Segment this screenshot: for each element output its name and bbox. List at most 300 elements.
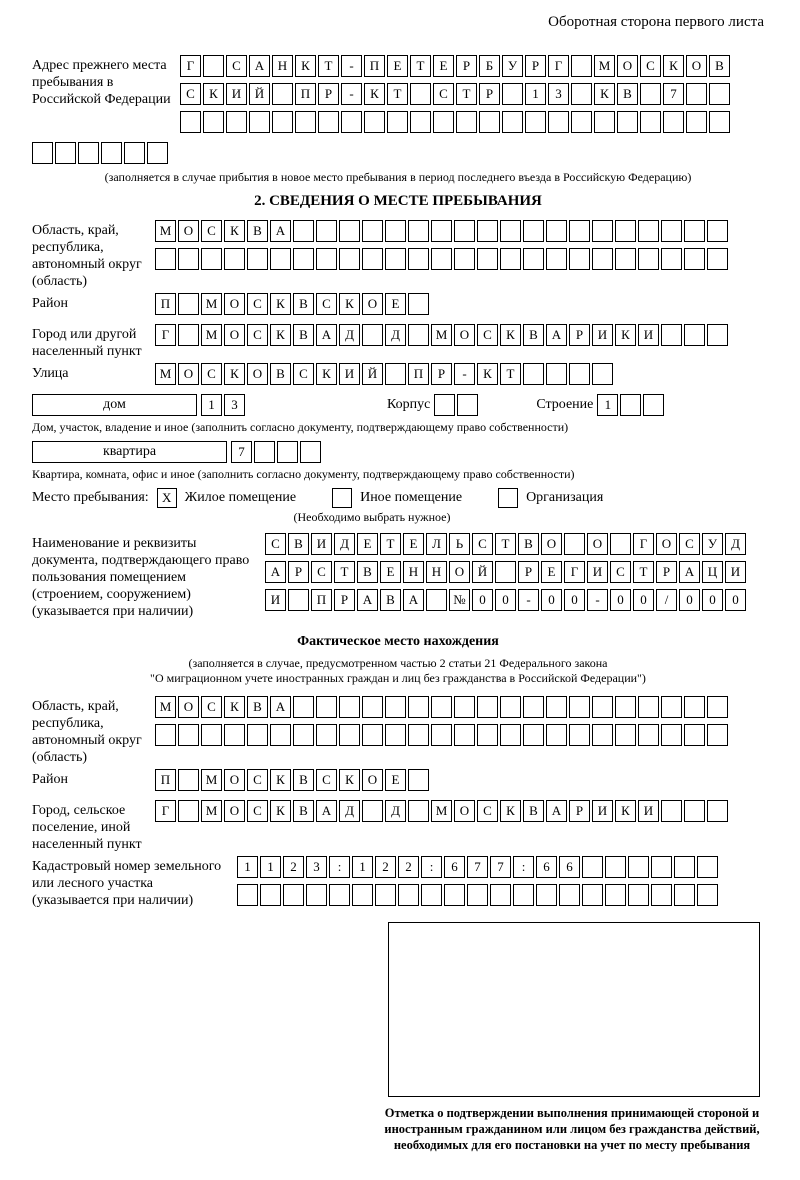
- char-box[interactable]: [592, 248, 613, 270]
- char-box[interactable]: К: [224, 363, 245, 385]
- char-box[interactable]: [615, 220, 636, 242]
- char-box[interactable]: А: [546, 324, 567, 346]
- char-box[interactable]: А: [316, 800, 337, 822]
- char-box[interactable]: Й: [249, 83, 270, 105]
- char-box[interactable]: Г: [564, 561, 585, 583]
- char-box[interactable]: Е: [541, 561, 562, 583]
- char-box[interactable]: М: [155, 696, 176, 718]
- char-box[interactable]: [684, 324, 705, 346]
- char-box[interactable]: Н: [426, 561, 447, 583]
- char-box[interactable]: [155, 724, 176, 746]
- char-box[interactable]: [408, 696, 429, 718]
- char-box[interactable]: Й: [472, 561, 493, 583]
- char-box[interactable]: [495, 561, 516, 583]
- char-box[interactable]: К: [615, 324, 636, 346]
- char-box[interactable]: [638, 248, 659, 270]
- char-box[interactable]: [431, 724, 452, 746]
- char-box[interactable]: [375, 884, 396, 906]
- char-box[interactable]: Т: [456, 83, 477, 105]
- char-box[interactable]: [362, 248, 383, 270]
- char-box[interactable]: С: [293, 363, 314, 385]
- char-box[interactable]: [707, 324, 728, 346]
- char-box[interactable]: [638, 696, 659, 718]
- char-box[interactable]: [408, 724, 429, 746]
- char-box[interactable]: О: [656, 533, 677, 555]
- char-box[interactable]: [293, 696, 314, 718]
- char-box[interactable]: [270, 248, 291, 270]
- char-box[interactable]: [661, 696, 682, 718]
- char-box[interactable]: К: [615, 800, 636, 822]
- char-box[interactable]: [628, 856, 649, 878]
- char-box[interactable]: [707, 696, 728, 718]
- char-box[interactable]: М: [594, 55, 615, 77]
- char-box[interactable]: Р: [288, 561, 309, 583]
- char-box[interactable]: [339, 696, 360, 718]
- char-box[interactable]: [247, 724, 268, 746]
- char-box[interactable]: [431, 696, 452, 718]
- char-box[interactable]: [224, 248, 245, 270]
- char-box[interactable]: [709, 111, 730, 133]
- char-box[interactable]: [592, 696, 613, 718]
- char-box[interactable]: [362, 724, 383, 746]
- char-box[interactable]: -: [454, 363, 475, 385]
- char-box[interactable]: [707, 724, 728, 746]
- char-box[interactable]: О: [454, 800, 475, 822]
- char-box[interactable]: [569, 724, 590, 746]
- char-box[interactable]: О: [178, 220, 199, 242]
- char-box[interactable]: К: [316, 363, 337, 385]
- char-box[interactable]: [385, 724, 406, 746]
- char-box[interactable]: К: [339, 293, 360, 315]
- char-box[interactable]: В: [293, 324, 314, 346]
- char-box[interactable]: К: [295, 55, 316, 77]
- char-box[interactable]: [479, 111, 500, 133]
- char-box[interactable]: [569, 220, 590, 242]
- char-box[interactable]: М: [201, 800, 222, 822]
- char-box[interactable]: К: [663, 55, 684, 77]
- char-box[interactable]: [408, 324, 429, 346]
- char-box[interactable]: 2: [398, 856, 419, 878]
- char-box[interactable]: А: [679, 561, 700, 583]
- char-box[interactable]: [502, 111, 523, 133]
- char-box[interactable]: [55, 142, 76, 164]
- char-box[interactable]: Т: [380, 533, 401, 555]
- char-box[interactable]: О: [178, 363, 199, 385]
- char-box[interactable]: Т: [500, 363, 521, 385]
- char-box[interactable]: 3: [306, 856, 327, 878]
- char-box[interactable]: [178, 800, 199, 822]
- char-box[interactable]: А: [316, 324, 337, 346]
- char-box[interactable]: [408, 800, 429, 822]
- char-box[interactable]: [385, 363, 406, 385]
- char-box[interactable]: [387, 111, 408, 133]
- char-box[interactable]: [306, 884, 327, 906]
- char-box[interactable]: О: [587, 533, 608, 555]
- char-box[interactable]: [502, 83, 523, 105]
- char-box[interactable]: [500, 724, 521, 746]
- char-box[interactable]: [316, 696, 337, 718]
- char-box[interactable]: [237, 884, 258, 906]
- char-box[interactable]: [615, 696, 636, 718]
- char-box[interactable]: [101, 142, 122, 164]
- char-box[interactable]: П: [311, 589, 332, 611]
- char-box[interactable]: 1: [352, 856, 373, 878]
- char-box[interactable]: [674, 856, 695, 878]
- char-box[interactable]: С: [247, 769, 268, 791]
- char-box[interactable]: [684, 724, 705, 746]
- char-box[interactable]: [661, 220, 682, 242]
- char-box[interactable]: [408, 769, 429, 791]
- char-box[interactable]: [500, 248, 521, 270]
- char-box[interactable]: С: [472, 533, 493, 555]
- char-box[interactable]: И: [592, 324, 613, 346]
- char-box[interactable]: 7: [231, 441, 252, 463]
- char-box[interactable]: 1: [525, 83, 546, 105]
- char-box[interactable]: П: [155, 293, 176, 315]
- char-box[interactable]: 7: [467, 856, 488, 878]
- char-box[interactable]: [523, 248, 544, 270]
- char-box[interactable]: О: [247, 363, 268, 385]
- char-box[interactable]: Е: [385, 293, 406, 315]
- char-box[interactable]: [293, 220, 314, 242]
- char-box[interactable]: [431, 220, 452, 242]
- char-box[interactable]: [661, 800, 682, 822]
- char-box[interactable]: [559, 884, 580, 906]
- char-box[interactable]: [283, 884, 304, 906]
- char-box[interactable]: :: [421, 856, 442, 878]
- char-box[interactable]: В: [293, 800, 314, 822]
- char-box[interactable]: 3: [548, 83, 569, 105]
- char-box[interactable]: К: [270, 324, 291, 346]
- char-box[interactable]: К: [594, 83, 615, 105]
- char-box[interactable]: С: [316, 293, 337, 315]
- char-box[interactable]: [548, 111, 569, 133]
- char-box[interactable]: [316, 220, 337, 242]
- char-box[interactable]: С: [247, 293, 268, 315]
- char-box[interactable]: Ь: [449, 533, 470, 555]
- char-box[interactable]: И: [226, 83, 247, 105]
- char-box[interactable]: Д: [725, 533, 746, 555]
- char-box[interactable]: [582, 856, 603, 878]
- char-box[interactable]: Р: [656, 561, 677, 583]
- char-box[interactable]: [385, 248, 406, 270]
- char-box[interactable]: [339, 724, 360, 746]
- char-box[interactable]: Р: [525, 55, 546, 77]
- char-box[interactable]: [546, 248, 567, 270]
- char-box[interactable]: [536, 884, 557, 906]
- char-box[interactable]: 0: [702, 589, 723, 611]
- char-box[interactable]: [523, 724, 544, 746]
- char-box[interactable]: [697, 884, 718, 906]
- char-box[interactable]: М: [201, 293, 222, 315]
- char-box[interactable]: 1: [260, 856, 281, 878]
- char-box[interactable]: [477, 724, 498, 746]
- char-box[interactable]: С: [247, 324, 268, 346]
- char-box[interactable]: [684, 800, 705, 822]
- char-box[interactable]: [444, 884, 465, 906]
- char-box[interactable]: К: [224, 220, 245, 242]
- char-box[interactable]: Р: [569, 324, 590, 346]
- char-box[interactable]: 0: [541, 589, 562, 611]
- char-box[interactable]: Е: [433, 55, 454, 77]
- char-box[interactable]: [454, 248, 475, 270]
- char-box[interactable]: С: [477, 324, 498, 346]
- char-box[interactable]: [260, 884, 281, 906]
- char-box[interactable]: В: [288, 533, 309, 555]
- char-box[interactable]: [651, 856, 672, 878]
- char-box[interactable]: Р: [569, 800, 590, 822]
- char-box[interactable]: Р: [479, 83, 500, 105]
- char-box[interactable]: [201, 248, 222, 270]
- char-box[interactable]: В: [709, 55, 730, 77]
- char-box[interactable]: Р: [456, 55, 477, 77]
- char-box[interactable]: [341, 111, 362, 133]
- char-box[interactable]: [426, 589, 447, 611]
- char-box[interactable]: [247, 248, 268, 270]
- char-box[interactable]: [178, 724, 199, 746]
- char-box[interactable]: [546, 696, 567, 718]
- checkbox-other-premises[interactable]: [332, 488, 352, 508]
- char-box[interactable]: 0: [495, 589, 516, 611]
- char-box[interactable]: С: [311, 561, 332, 583]
- char-box[interactable]: О: [686, 55, 707, 77]
- char-box[interactable]: [684, 696, 705, 718]
- char-box[interactable]: П: [155, 769, 176, 791]
- char-box[interactable]: В: [247, 696, 268, 718]
- char-box[interactable]: Е: [403, 533, 424, 555]
- char-box[interactable]: [410, 111, 431, 133]
- char-box[interactable]: [456, 111, 477, 133]
- char-box[interactable]: 2: [375, 856, 396, 878]
- char-box[interactable]: В: [293, 769, 314, 791]
- char-box[interactable]: [288, 589, 309, 611]
- char-box[interactable]: [329, 884, 350, 906]
- char-box[interactable]: Е: [385, 769, 406, 791]
- char-box[interactable]: [316, 724, 337, 746]
- char-box[interactable]: 0: [610, 589, 631, 611]
- char-box[interactable]: М: [431, 800, 452, 822]
- char-box[interactable]: [270, 724, 291, 746]
- char-box[interactable]: :: [329, 856, 350, 878]
- char-box[interactable]: К: [270, 800, 291, 822]
- char-box[interactable]: Л: [426, 533, 447, 555]
- char-box[interactable]: К: [500, 800, 521, 822]
- char-box[interactable]: [490, 884, 511, 906]
- char-box[interactable]: Т: [318, 55, 339, 77]
- char-box[interactable]: [592, 363, 613, 385]
- char-box[interactable]: -: [587, 589, 608, 611]
- char-box[interactable]: [408, 293, 429, 315]
- char-box[interactable]: [339, 220, 360, 242]
- char-box[interactable]: [640, 111, 661, 133]
- char-box[interactable]: [605, 856, 626, 878]
- char-box[interactable]: К: [224, 696, 245, 718]
- char-box[interactable]: У: [502, 55, 523, 77]
- char-box[interactable]: [410, 83, 431, 105]
- char-box[interactable]: [433, 111, 454, 133]
- char-box[interactable]: [362, 800, 383, 822]
- char-box[interactable]: Т: [334, 561, 355, 583]
- char-box[interactable]: [571, 55, 592, 77]
- char-box[interactable]: [684, 248, 705, 270]
- char-box[interactable]: В: [380, 589, 401, 611]
- char-box[interactable]: И: [339, 363, 360, 385]
- char-box[interactable]: [617, 111, 638, 133]
- char-box[interactable]: С: [201, 696, 222, 718]
- char-box[interactable]: [272, 83, 293, 105]
- char-box[interactable]: №: [449, 589, 470, 611]
- char-box[interactable]: И: [587, 561, 608, 583]
- char-box[interactable]: Д: [334, 533, 355, 555]
- char-box[interactable]: [454, 696, 475, 718]
- char-box[interactable]: [178, 248, 199, 270]
- char-box[interactable]: 0: [725, 589, 746, 611]
- char-box[interactable]: М: [201, 324, 222, 346]
- char-box[interactable]: [178, 324, 199, 346]
- char-box[interactable]: [546, 724, 567, 746]
- char-box[interactable]: О: [224, 324, 245, 346]
- char-box[interactable]: [352, 884, 373, 906]
- char-box[interactable]: [293, 724, 314, 746]
- char-box[interactable]: [124, 142, 145, 164]
- checkbox-organization[interactable]: [498, 488, 518, 508]
- char-box[interactable]: 1: [201, 394, 222, 416]
- char-box[interactable]: К: [270, 293, 291, 315]
- char-box[interactable]: [674, 884, 695, 906]
- char-box[interactable]: [477, 220, 498, 242]
- char-box[interactable]: [707, 248, 728, 270]
- char-box[interactable]: Д: [339, 324, 360, 346]
- char-box[interactable]: С: [610, 561, 631, 583]
- char-box[interactable]: О: [541, 533, 562, 555]
- char-box[interactable]: Б: [479, 55, 500, 77]
- char-box[interactable]: [709, 83, 730, 105]
- char-box[interactable]: Н: [403, 561, 424, 583]
- char-box[interactable]: [513, 884, 534, 906]
- char-box[interactable]: А: [270, 696, 291, 718]
- char-box[interactable]: [421, 884, 442, 906]
- char-box[interactable]: [385, 220, 406, 242]
- char-box[interactable]: П: [295, 83, 316, 105]
- char-box[interactable]: В: [518, 533, 539, 555]
- char-box[interactable]: С: [316, 769, 337, 791]
- char-box[interactable]: [178, 769, 199, 791]
- char-box[interactable]: [523, 696, 544, 718]
- char-box[interactable]: Е: [387, 55, 408, 77]
- char-box[interactable]: Г: [548, 55, 569, 77]
- char-box[interactable]: С: [201, 220, 222, 242]
- char-box[interactable]: Д: [339, 800, 360, 822]
- char-box[interactable]: [615, 248, 636, 270]
- char-box[interactable]: -: [341, 83, 362, 105]
- char-box[interactable]: [180, 111, 201, 133]
- char-box[interactable]: [663, 111, 684, 133]
- char-box[interactable]: [564, 533, 585, 555]
- char-box[interactable]: 6: [559, 856, 580, 878]
- char-box[interactable]: [224, 724, 245, 746]
- char-box[interactable]: [434, 394, 455, 416]
- char-box[interactable]: [592, 724, 613, 746]
- char-box[interactable]: [546, 363, 567, 385]
- char-box[interactable]: -: [518, 589, 539, 611]
- char-box[interactable]: С: [226, 55, 247, 77]
- char-box[interactable]: В: [293, 293, 314, 315]
- char-box[interactable]: [477, 248, 498, 270]
- char-box[interactable]: [686, 111, 707, 133]
- char-box[interactable]: Т: [410, 55, 431, 77]
- char-box[interactable]: 3: [224, 394, 245, 416]
- char-box[interactable]: Д: [385, 800, 406, 822]
- char-box[interactable]: [201, 724, 222, 746]
- char-box[interactable]: И: [638, 800, 659, 822]
- char-box[interactable]: [610, 533, 631, 555]
- char-box[interactable]: И: [265, 589, 286, 611]
- char-box[interactable]: [615, 724, 636, 746]
- char-box[interactable]: [500, 220, 521, 242]
- char-box[interactable]: А: [265, 561, 286, 583]
- char-box[interactable]: 7: [663, 83, 684, 105]
- char-box[interactable]: О: [224, 769, 245, 791]
- char-box[interactable]: С: [433, 83, 454, 105]
- char-box[interactable]: К: [500, 324, 521, 346]
- char-box[interactable]: [203, 55, 224, 77]
- char-box[interactable]: [249, 111, 270, 133]
- char-box[interactable]: [661, 724, 682, 746]
- char-box[interactable]: [318, 111, 339, 133]
- char-box[interactable]: П: [408, 363, 429, 385]
- char-box[interactable]: [339, 248, 360, 270]
- char-box[interactable]: [203, 111, 224, 133]
- char-box[interactable]: А: [270, 220, 291, 242]
- char-box[interactable]: [707, 220, 728, 242]
- char-box[interactable]: [620, 394, 641, 416]
- char-box[interactable]: [254, 441, 275, 463]
- char-box[interactable]: [457, 394, 478, 416]
- char-box[interactable]: [408, 248, 429, 270]
- char-box[interactable]: [582, 884, 603, 906]
- char-box[interactable]: [571, 111, 592, 133]
- char-box[interactable]: К: [339, 769, 360, 791]
- char-box[interactable]: В: [270, 363, 291, 385]
- char-box[interactable]: Т: [633, 561, 654, 583]
- char-box[interactable]: Г: [155, 324, 176, 346]
- char-box[interactable]: О: [224, 800, 245, 822]
- char-box[interactable]: [638, 220, 659, 242]
- char-box[interactable]: В: [247, 220, 268, 242]
- char-box[interactable]: [364, 111, 385, 133]
- char-box[interactable]: Е: [357, 533, 378, 555]
- char-box[interactable]: [638, 724, 659, 746]
- char-box[interactable]: [661, 248, 682, 270]
- char-box[interactable]: В: [523, 324, 544, 346]
- char-box[interactable]: [594, 111, 615, 133]
- char-box[interactable]: [546, 220, 567, 242]
- char-box[interactable]: Й: [362, 363, 383, 385]
- char-box[interactable]: [408, 220, 429, 242]
- char-box[interactable]: И: [311, 533, 332, 555]
- char-box[interactable]: 0: [472, 589, 493, 611]
- char-box[interactable]: [523, 363, 544, 385]
- char-box[interactable]: [571, 83, 592, 105]
- char-box[interactable]: С: [477, 800, 498, 822]
- char-box[interactable]: Г: [180, 55, 201, 77]
- char-box[interactable]: М: [155, 363, 176, 385]
- char-box[interactable]: И: [638, 324, 659, 346]
- char-box[interactable]: [431, 248, 452, 270]
- char-box[interactable]: С: [679, 533, 700, 555]
- char-box[interactable]: А: [546, 800, 567, 822]
- char-box[interactable]: С: [247, 800, 268, 822]
